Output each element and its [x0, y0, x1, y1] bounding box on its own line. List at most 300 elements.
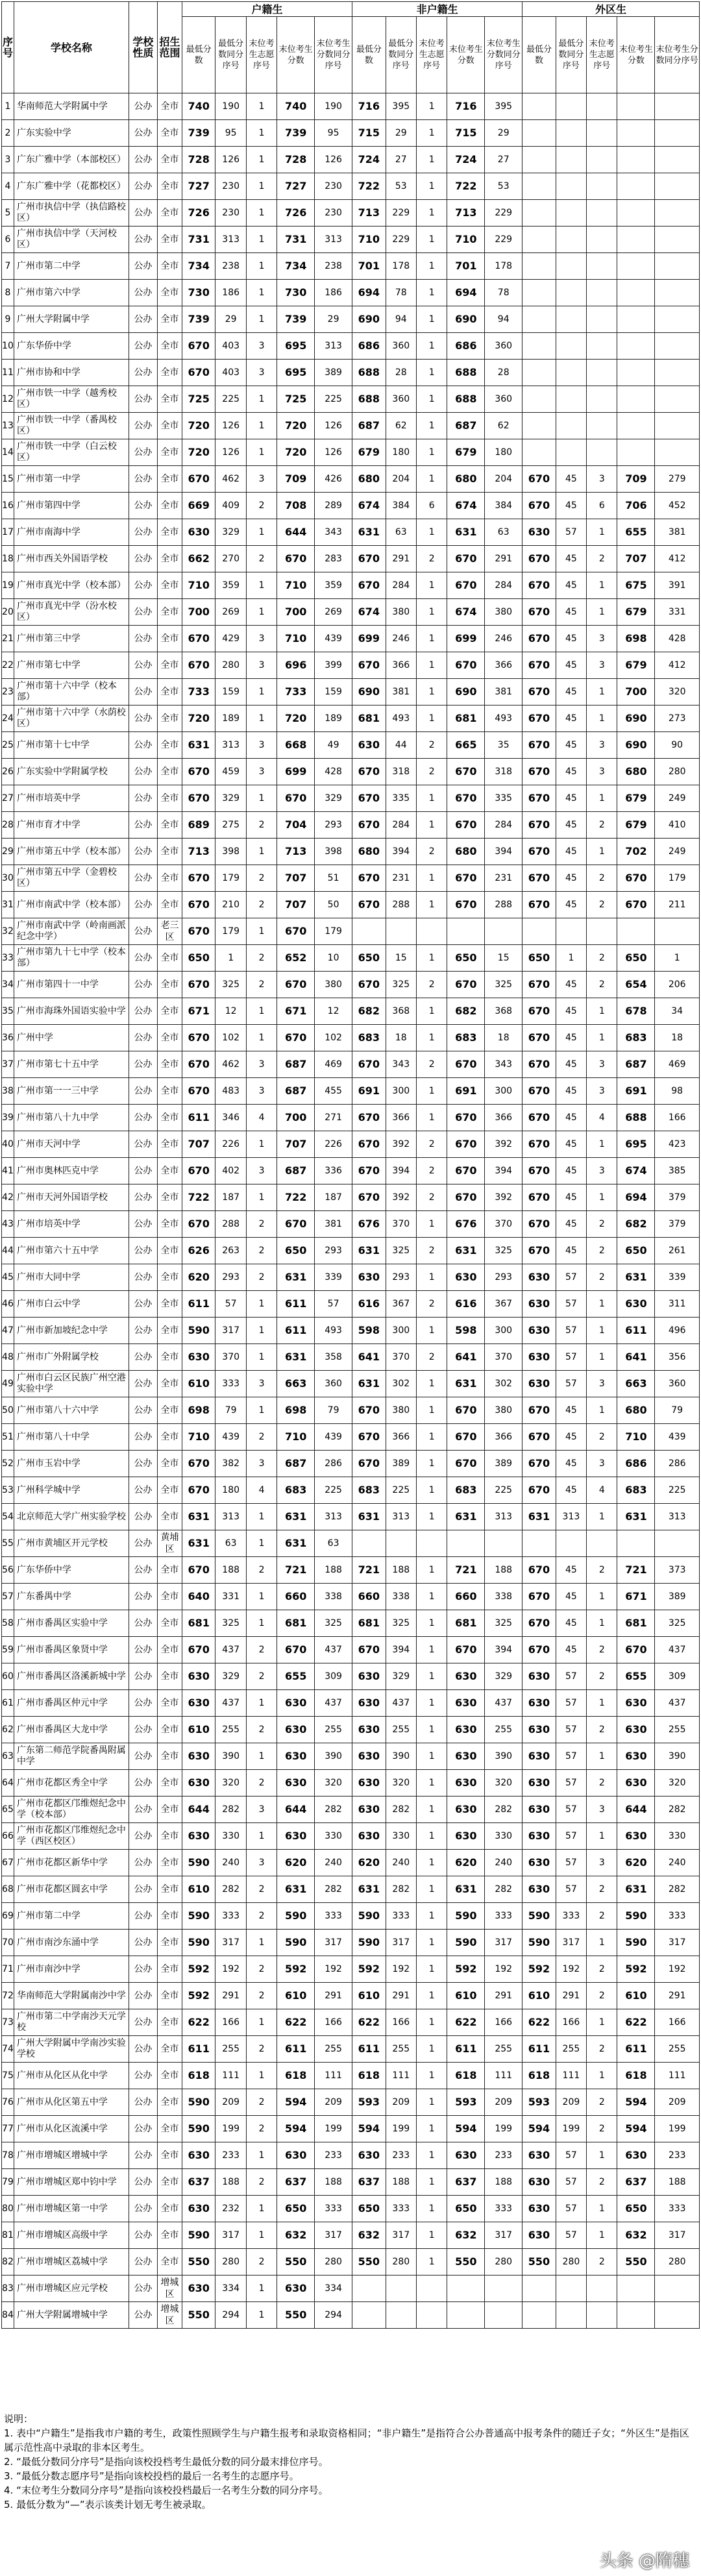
table-cell: 670: [447, 1184, 485, 1211]
table-cell: 1: [587, 1131, 617, 1158]
watermark: 头条 @隋穗: [599, 2551, 689, 2571]
table-cell: 740: [182, 93, 215, 120]
table-cell: 公办: [129, 1903, 157, 1930]
table-cell: 全市: [158, 2089, 182, 2116]
table-cell: [556, 280, 586, 306]
table-cell: 全市: [158, 945, 182, 972]
table-cell: 3: [246, 1051, 277, 1078]
table-cell: 公办: [129, 280, 157, 306]
table-cell: 699: [277, 759, 315, 785]
table-cell: 1: [587, 2222, 617, 2249]
table-cell: 282: [386, 1876, 416, 1903]
table-cell: 255: [386, 2036, 416, 2063]
table-cell: 300: [485, 1078, 523, 1105]
table-cell: 740: [277, 93, 315, 120]
table-cell: 412: [655, 546, 700, 572]
table-cell: 公办: [129, 1184, 157, 1211]
table-cell: 313: [485, 1504, 523, 1530]
table-cell: 724: [447, 147, 485, 173]
table-cell: 57: [556, 1743, 586, 1770]
table-cell: 45: [556, 1158, 586, 1184]
table-cell: 670: [447, 652, 485, 679]
table-cell: [523, 2302, 556, 2329]
row-index-cell: 50: [2, 1397, 14, 1424]
table-cell: 728: [277, 147, 315, 173]
table-cell: 126: [215, 147, 246, 173]
table-cell: 679: [352, 439, 386, 466]
table-cell: 增城区: [158, 2302, 182, 2329]
table-cell: 公办: [129, 1131, 157, 1158]
table-cell: 670: [182, 626, 215, 652]
table-cell: 630: [523, 1717, 556, 1743]
table-cell: 394: [485, 839, 523, 865]
table-cell: 630: [182, 2196, 215, 2222]
table-cell: 720: [182, 413, 215, 439]
table-cell: 2: [587, 2116, 617, 2142]
table-cell: [655, 120, 700, 147]
school-name-cell: 广州市第九十七中学（校本部）: [14, 945, 129, 972]
table-cell: 611: [617, 1318, 655, 1344]
table-cell: 665: [447, 732, 485, 759]
table-cell: 45: [556, 1184, 586, 1211]
table-cell: 333: [386, 2196, 416, 2222]
table-cell: 631: [352, 1238, 386, 1264]
table-cell: 707: [277, 865, 315, 892]
table-cell: 670: [523, 1238, 556, 1264]
table-cell: 333: [485, 2196, 523, 2222]
school-name-cell: 广东广雅中学（花都校区）: [14, 173, 129, 200]
table-cell: 公办: [129, 386, 157, 413]
row-index-cell: 81: [2, 2222, 14, 2249]
header-group-huji: 户籍生: [182, 2, 352, 17]
table-cell: 670: [182, 759, 215, 785]
table-cell: 209: [315, 2089, 352, 2116]
table-cell: 335: [485, 785, 523, 812]
table-cell: 618: [523, 2063, 556, 2089]
table-cell: 2: [587, 1663, 617, 1690]
table-cell: 670: [277, 972, 315, 998]
school-name-cell: 广州市天河中学: [14, 1131, 129, 1158]
table-row: [2, 1717, 700, 1743]
note-1: 1. 表中“户籍生”是指我市户籍的考生，政策性照顾学生与户籍生报考和录取资格相同；“非户籍生”是指符合公办普通高中报考条件的随迁子女；“外区生”是指区属示范性高中录取的非本区考生。: [4, 2427, 689, 2453]
table-cell: 1: [246, 306, 277, 333]
table-cell: 180: [215, 1477, 246, 1504]
table-cell: 1: [246, 1743, 277, 1770]
table-cell: 1: [246, 785, 277, 812]
table-cell: 全市: [158, 1105, 182, 1131]
table-cell: 727: [277, 173, 315, 200]
table-cell: 62: [386, 413, 416, 439]
table-cell: 57: [556, 1344, 586, 1371]
table-cell: 全市: [158, 1291, 182, 1318]
table-cell: 710: [182, 572, 215, 599]
table-cell: 670: [447, 812, 485, 839]
table-cell: 1: [587, 1504, 617, 1530]
table-cell: 全市: [158, 1158, 182, 1184]
table-cell: 192: [315, 1956, 352, 1983]
table-cell: 611: [277, 1318, 315, 1344]
row-index-cell: 46: [2, 1291, 14, 1318]
table-cell: 255: [556, 2036, 586, 2063]
table-row: [2, 200, 700, 227]
table-cell: 669: [182, 493, 215, 519]
table-cell: 687: [277, 1078, 315, 1105]
table-row: [2, 1211, 700, 1238]
table-cell: 329: [215, 785, 246, 812]
table-row: [2, 2249, 700, 2275]
table-cell: 680: [617, 1397, 655, 1424]
table-cell: 1: [587, 705, 617, 732]
table-cell: 1: [416, 1264, 447, 1291]
table-cell: 2: [416, 1238, 447, 1264]
table-cell: 715: [447, 120, 485, 147]
table-cell: 78: [386, 280, 416, 306]
table-cell: 700: [182, 599, 215, 626]
table-cell: 1: [416, 386, 447, 413]
table-cell: 15: [485, 945, 523, 972]
row-index-cell: 14: [2, 439, 14, 466]
table-cell: 330: [485, 1823, 523, 1850]
row-index-cell: 80: [2, 2196, 14, 2222]
table-cell: 390: [485, 1743, 523, 1770]
table-cell: 726: [182, 200, 215, 227]
table-cell: 630: [447, 1770, 485, 1797]
table-cell: 358: [315, 1344, 352, 1371]
table-cell: 全市: [158, 1557, 182, 1584]
table-cell: 255: [315, 2036, 352, 2063]
table-cell: 63: [386, 519, 416, 546]
table-cell: 45: [556, 785, 586, 812]
table-cell: 全市: [158, 865, 182, 892]
table-cell: [617, 386, 655, 413]
table-cell: 57: [315, 1291, 352, 1318]
table-cell: 632: [447, 2222, 485, 2249]
table-cell: 1: [416, 466, 447, 493]
row-index-cell: 2: [2, 120, 14, 147]
table-cell: 1: [246, 120, 277, 147]
table-cell: 670: [352, 1424, 386, 1451]
table-cell: [655, 1530, 700, 1557]
table-cell: 291: [386, 546, 416, 572]
table-cell: 1: [246, 173, 277, 200]
school-name-cell: 广州科学城中学: [14, 1477, 129, 1504]
table-cell: 12: [215, 998, 246, 1025]
school-name-cell: 广州市花都区秀全中学: [14, 1770, 129, 1797]
table-cell: 2: [587, 1956, 617, 1983]
table-cell: 687: [277, 1158, 315, 1184]
table-cell: 公办: [129, 1930, 157, 1956]
table-cell: 343: [386, 1051, 416, 1078]
table-cell: 49: [315, 732, 352, 759]
table-cell: 3: [587, 466, 617, 493]
table-cell: 192: [655, 1956, 700, 1983]
table-cell: 192: [485, 1956, 523, 1983]
table-cell: 610: [447, 1983, 485, 2009]
table-cell: 670: [523, 466, 556, 493]
header-last-pref: 末位考生志愿序号: [587, 17, 617, 93]
table-cell: 230: [315, 173, 352, 200]
table-cell: 179: [215, 918, 246, 945]
table-cell: 611: [617, 2036, 655, 2063]
table-cell: 全市: [158, 679, 182, 705]
table-cell: 全市: [158, 253, 182, 280]
row-index-cell: 13: [2, 413, 14, 439]
table-cell: 公办: [129, 1105, 157, 1131]
table-cell: 329: [215, 1663, 246, 1690]
table-cell: 53: [485, 173, 523, 200]
table-cell: 公办: [129, 546, 157, 572]
table-cell: 老三区: [158, 918, 182, 945]
header-min-score: 最低分数: [182, 17, 215, 93]
table-cell: 293: [485, 1264, 523, 1291]
table-cell: 550: [277, 2302, 315, 2329]
table-cell: 682: [352, 998, 386, 1025]
table-cell: 330: [386, 1823, 416, 1850]
table-cell: 630: [182, 1690, 215, 1717]
table-cell: 325: [485, 972, 523, 998]
table-cell: 683: [352, 1477, 386, 1504]
table-cell: 313: [655, 1504, 700, 1530]
table-cell: 370: [485, 1211, 523, 1238]
table-cell: 721: [617, 1557, 655, 1584]
table-cell: 3: [246, 759, 277, 785]
table-cell: 1: [587, 679, 617, 705]
header-school-name: 学校名称: [14, 2, 129, 93]
table-cell: 3: [587, 652, 617, 679]
table-cell: 694: [617, 1184, 655, 1211]
table-cell: 631: [617, 1504, 655, 1530]
table-cell: 1: [246, 227, 277, 253]
table-cell: 313: [315, 1504, 352, 1530]
table-cell: 670: [523, 759, 556, 785]
table-cell: [655, 386, 700, 413]
table-cell: 610: [182, 1876, 215, 1903]
table-cell: 公办: [129, 173, 157, 200]
table-cell: 全市: [158, 1504, 182, 1530]
table-cell: 公办: [129, 705, 157, 732]
table-cell: 261: [655, 1238, 700, 1264]
table-cell: 1: [416, 626, 447, 652]
table-cell: 671: [277, 998, 315, 1025]
table-cell: 674: [617, 1158, 655, 1184]
table-cell: 57: [556, 1876, 586, 1903]
table-cell: 111: [215, 2063, 246, 2089]
table-cell: 全市: [158, 2142, 182, 2169]
table-cell: [587, 2302, 617, 2329]
table-cell: 2: [246, 2116, 277, 2142]
table-cell: 209: [386, 2089, 416, 2116]
table-cell: 45: [556, 705, 586, 732]
table-cell: 698: [277, 1397, 315, 1424]
table-cell: 291: [386, 1983, 416, 2009]
table-cell: 696: [277, 652, 315, 679]
table-cell: 592: [182, 1956, 215, 1983]
table-cell: 233: [386, 2142, 416, 2169]
school-name-cell: 广州市第三中学: [14, 626, 129, 652]
school-name-cell: 广州中学: [14, 1025, 129, 1051]
school-name-cell: 广州市新加坡纪念中学: [14, 1318, 129, 1344]
table-cell: 57: [556, 2196, 586, 2222]
table-cell: 670: [182, 333, 215, 360]
table-cell: 392: [386, 1131, 416, 1158]
table-cell: 663: [617, 1371, 655, 1397]
table-cell: 50: [315, 892, 352, 918]
table-cell: 全市: [158, 1797, 182, 1823]
table-cell: [447, 2275, 485, 2302]
table-cell: 209: [485, 2089, 523, 2116]
table-cell: [556, 333, 586, 360]
row-index-cell: 31: [2, 892, 14, 918]
table-row: [2, 705, 700, 732]
table-cell: 3: [246, 466, 277, 493]
table-cell: 57: [556, 1770, 586, 1797]
table-cell: 2: [246, 1876, 277, 1903]
table-cell: 公办: [129, 892, 157, 918]
table-cell: 674: [447, 599, 485, 626]
row-index-cell: 55: [2, 1530, 14, 1557]
school-name-cell: 广东第二师范学院番禺附属中学: [14, 1743, 129, 1770]
table-cell: 381: [485, 679, 523, 705]
table-row: [2, 386, 700, 413]
row-index-cell: 52: [2, 1451, 14, 1477]
table-cell: 455: [315, 1078, 352, 1105]
table-cell: 681: [447, 1610, 485, 1637]
table-cell: 公办: [129, 998, 157, 1025]
table-cell: 630: [617, 1770, 655, 1797]
table-cell: 331: [215, 1584, 246, 1610]
table-body: [2, 93, 700, 2329]
table-cell: 630: [523, 1690, 556, 1717]
note-4: 4. “末位考生分数同分序号”是指向该校投档最后一名考生分数的同分序号。: [4, 2484, 328, 2496]
table-cell: [587, 333, 617, 360]
table-cell: 1: [246, 386, 277, 413]
table-cell: 公办: [129, 2063, 157, 2089]
table-cell: 公办: [129, 1477, 157, 1504]
table-cell: 94: [485, 306, 523, 333]
table-cell: 53: [386, 173, 416, 200]
table-cell: 339: [315, 1264, 352, 1291]
table-cell: 670: [523, 1584, 556, 1610]
table-cell: 592: [277, 1956, 315, 1983]
table-cell: 1: [416, 1477, 447, 1504]
table-cell: 437: [315, 1690, 352, 1717]
table-cell: 680: [352, 466, 386, 493]
table-cell: 全市: [158, 2116, 182, 2142]
table-cell: 288: [485, 892, 523, 918]
table-cell: 199: [655, 2116, 700, 2142]
table-cell: 550: [182, 2249, 215, 2275]
table-cell: 691: [617, 1078, 655, 1105]
table-cell: 630: [182, 2275, 215, 2302]
table-cell: 1: [246, 2063, 277, 2089]
table-cell: 630: [447, 1690, 485, 1717]
table-cell: 2: [246, 1983, 277, 2009]
table-row: [2, 1371, 700, 1397]
table-cell: 366: [485, 652, 523, 679]
table-cell: 630: [523, 1291, 556, 1318]
table-cell: 439: [655, 1424, 700, 1451]
table-cell: 360: [485, 333, 523, 360]
table-cell: 630: [447, 1717, 485, 1743]
table-cell: 公办: [129, 93, 157, 120]
table-cell: [386, 2275, 416, 2302]
table-cell: 238: [215, 253, 246, 280]
table-cell: 670: [277, 785, 315, 812]
table-cell: 全市: [158, 1876, 182, 1903]
table-cell: 620: [617, 1850, 655, 1876]
table-cell: 630: [277, 1717, 315, 1743]
table-cell: [587, 120, 617, 147]
table-cell: 2: [246, 493, 277, 519]
table-cell: 679: [617, 599, 655, 626]
table-cell: 688: [352, 386, 386, 413]
table-cell: 288: [386, 892, 416, 918]
table-cell: 1: [587, 998, 617, 1025]
row-index-cell: 24: [2, 705, 14, 732]
table-cell: 390: [655, 1743, 700, 1770]
table-cell: 698: [182, 1397, 215, 1424]
school-name-cell: 广州市增城区郑中钧中学: [14, 2169, 129, 2196]
table-cell: 全市: [158, 1717, 182, 1743]
table-cell: 180: [485, 439, 523, 466]
table-cell: 全市: [158, 759, 182, 785]
table-cell: 670: [617, 865, 655, 892]
table-cell: [617, 2302, 655, 2329]
table-cell: 670: [352, 1158, 386, 1184]
table-cell: 385: [655, 1158, 700, 1184]
row-index-cell: 61: [2, 1690, 14, 1717]
table-cell: 全市: [158, 998, 182, 1025]
table-cell: 670: [523, 892, 556, 918]
table-cell: 722: [447, 173, 485, 200]
row-index-cell: 66: [2, 1823, 14, 1850]
table-cell: 229: [485, 200, 523, 227]
table-cell: [485, 918, 523, 945]
table-cell: 670: [352, 1451, 386, 1477]
table-cell: 333: [485, 1903, 523, 1930]
table-cell: 2: [246, 2169, 277, 2196]
table-cell: 2: [416, 1291, 447, 1318]
row-index-cell: 45: [2, 1264, 14, 1291]
table-cell: 699: [447, 626, 485, 652]
table-cell: 全市: [158, 120, 182, 147]
table-cell: 280: [655, 2249, 700, 2275]
table-cell: 全市: [158, 439, 182, 466]
table-cell: 622: [523, 2009, 556, 2036]
table-cell: 317: [315, 1930, 352, 1956]
table-cell: 全市: [158, 2036, 182, 2063]
table-cell: 590: [182, 2222, 215, 2249]
table-cell: 2: [587, 972, 617, 998]
table-cell: 671: [617, 1584, 655, 1610]
table-cell: 437: [655, 1690, 700, 1717]
table-cell: [556, 2275, 586, 2302]
table-cell: 246: [485, 626, 523, 652]
table-cell: [617, 147, 655, 173]
table-cell: 1: [416, 998, 447, 1025]
table-cell: 57: [556, 519, 586, 546]
table-row: [2, 253, 700, 280]
table-cell: 249: [655, 839, 700, 865]
table-cell: 293: [315, 1238, 352, 1264]
table-cell: 282: [315, 1797, 352, 1823]
school-name-cell: 广州市铁一中学（番禺校区）: [14, 413, 129, 439]
table-cell: 590: [182, 2089, 215, 2116]
header-last-rank: 末位考生分数同分序号: [485, 17, 523, 93]
table-cell: 679: [447, 439, 485, 466]
table-cell: [523, 333, 556, 360]
table-cell: 670: [447, 1424, 485, 1451]
